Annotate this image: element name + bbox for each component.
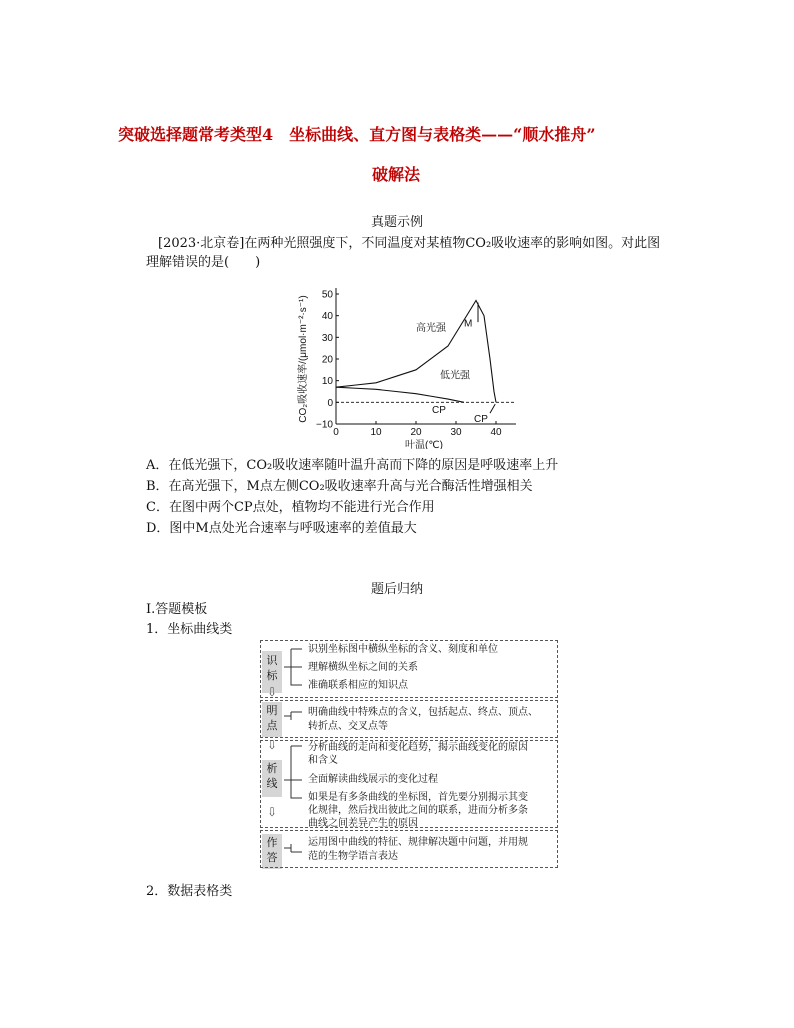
option-b: B．在高光强下，M点左侧CO₂吸收速率升高与光合酶活性增强相关 xyxy=(146,479,533,494)
x-tick-label: 0 xyxy=(333,427,339,438)
y-tick-label: −10 xyxy=(316,419,333,431)
option-d: D．图中M点处光合速率与呼吸速率的差值最大 xyxy=(146,521,417,536)
label-cp-high: CP xyxy=(474,413,488,425)
shi-item-2: 理解横纵坐标之间的关系 xyxy=(308,662,418,673)
y-axis-label: CO₂吸收速率/(μmol·m⁻²·s⁻¹) xyxy=(298,295,309,423)
subheading-coordinate-curves: 1．坐标曲线类 xyxy=(146,622,233,637)
x-tick-label: 20 xyxy=(410,427,422,438)
tag-shi-biao: 识 标 xyxy=(262,651,282,693)
tag-xi-xian: 析 线 xyxy=(262,760,282,797)
zuo-item-line1: 运用图中曲线的特征、规律解决题中问题，并用规 xyxy=(308,837,528,848)
shi-item-1: 识别坐标图中横纵坐标的含义、刻度和单位 xyxy=(308,644,498,655)
xi-item-3-line1: 如果是有多条曲线的坐标图，首先要分别揭示其变 xyxy=(308,792,528,803)
subheading-templates: Ⅰ.答题模板 xyxy=(146,602,208,617)
down-arrow-icon: ⇩ xyxy=(266,805,278,819)
x-axis-label: 叶温(℃) xyxy=(405,440,443,449)
xi-item-1-line1: 分析曲线的走向和变化趋势，揭示曲线变化的原因 xyxy=(308,742,528,753)
low-light-curve xyxy=(336,387,464,402)
label-m: M xyxy=(464,318,473,330)
xi-item-3-line3: 曲线之间差异产生的原因 xyxy=(308,818,418,829)
question-line1: [2023·北京卷]在两种光照强度下，不同温度对某植物CO₂吸收速率的影响如图。对此图 xyxy=(158,236,661,251)
ming-item-line2: 转折点、交叉点等 xyxy=(308,721,388,732)
arrow-cp-high xyxy=(490,404,495,413)
section-heading-summary: 题后归纳 xyxy=(370,582,423,597)
ming-item-line1: 明确曲线中特殊点的含义，包括起点、终点、顶点、 xyxy=(308,707,538,718)
y-tick-label: 10 xyxy=(321,376,333,388)
zuo-item-line2: 范的生物学语言表达 xyxy=(308,851,398,862)
x-tick-label: 40 xyxy=(490,427,502,438)
shi-item-3: 准确联系相应的知识点 xyxy=(308,680,408,691)
y-tick-label: 40 xyxy=(321,311,333,323)
tag-zuo-da: 作 答 xyxy=(262,834,282,869)
label-cp-low: CP xyxy=(432,405,446,417)
label-high-light: 高光强 xyxy=(416,322,446,334)
x-tick-label: 10 xyxy=(370,427,382,438)
option-c: C．在图中两个CP点处，植物均不能进行光合作用 xyxy=(146,500,435,515)
xi-item-1-line2: 和含义 xyxy=(308,755,338,766)
label-low-light: 低光强 xyxy=(440,370,470,382)
x-tick-label: 30 xyxy=(450,427,462,438)
page-title-line1: 突破选择题常考类型4 坐标曲线、直方图与表格类——“顺水推舟” xyxy=(118,125,596,144)
co2-absorption-chart xyxy=(294,274,524,449)
xi-item-2: 全面解读曲线展示的变化过程 xyxy=(308,774,438,785)
y-tick-label: 20 xyxy=(321,354,333,366)
y-tick-label: 30 xyxy=(321,332,333,344)
option-a: A．在低光强下，CO₂吸收速率随叶温升高而下降的原因是呼吸速率上升 xyxy=(146,458,559,473)
down-arrow-icon: ⇩ xyxy=(266,685,278,699)
question-line2: 理解错误的是( ) xyxy=(146,255,261,270)
section-heading-examples: 真题示例 xyxy=(370,215,423,230)
high-light-curve xyxy=(336,301,496,403)
down-arrow-icon: ⇩ xyxy=(266,738,278,752)
tag-ming-dian: 明 点 xyxy=(262,702,282,737)
subheading-data-tables: 2．数据表格类 xyxy=(146,884,233,899)
xi-item-3-line2: 化规律，然后找出彼此之间的联系，进而分析多条 xyxy=(308,805,528,816)
page-title-line2: 破解法 xyxy=(372,165,421,184)
y-tick-label: 50 xyxy=(321,289,333,301)
y-tick-label: 0 xyxy=(327,397,333,409)
